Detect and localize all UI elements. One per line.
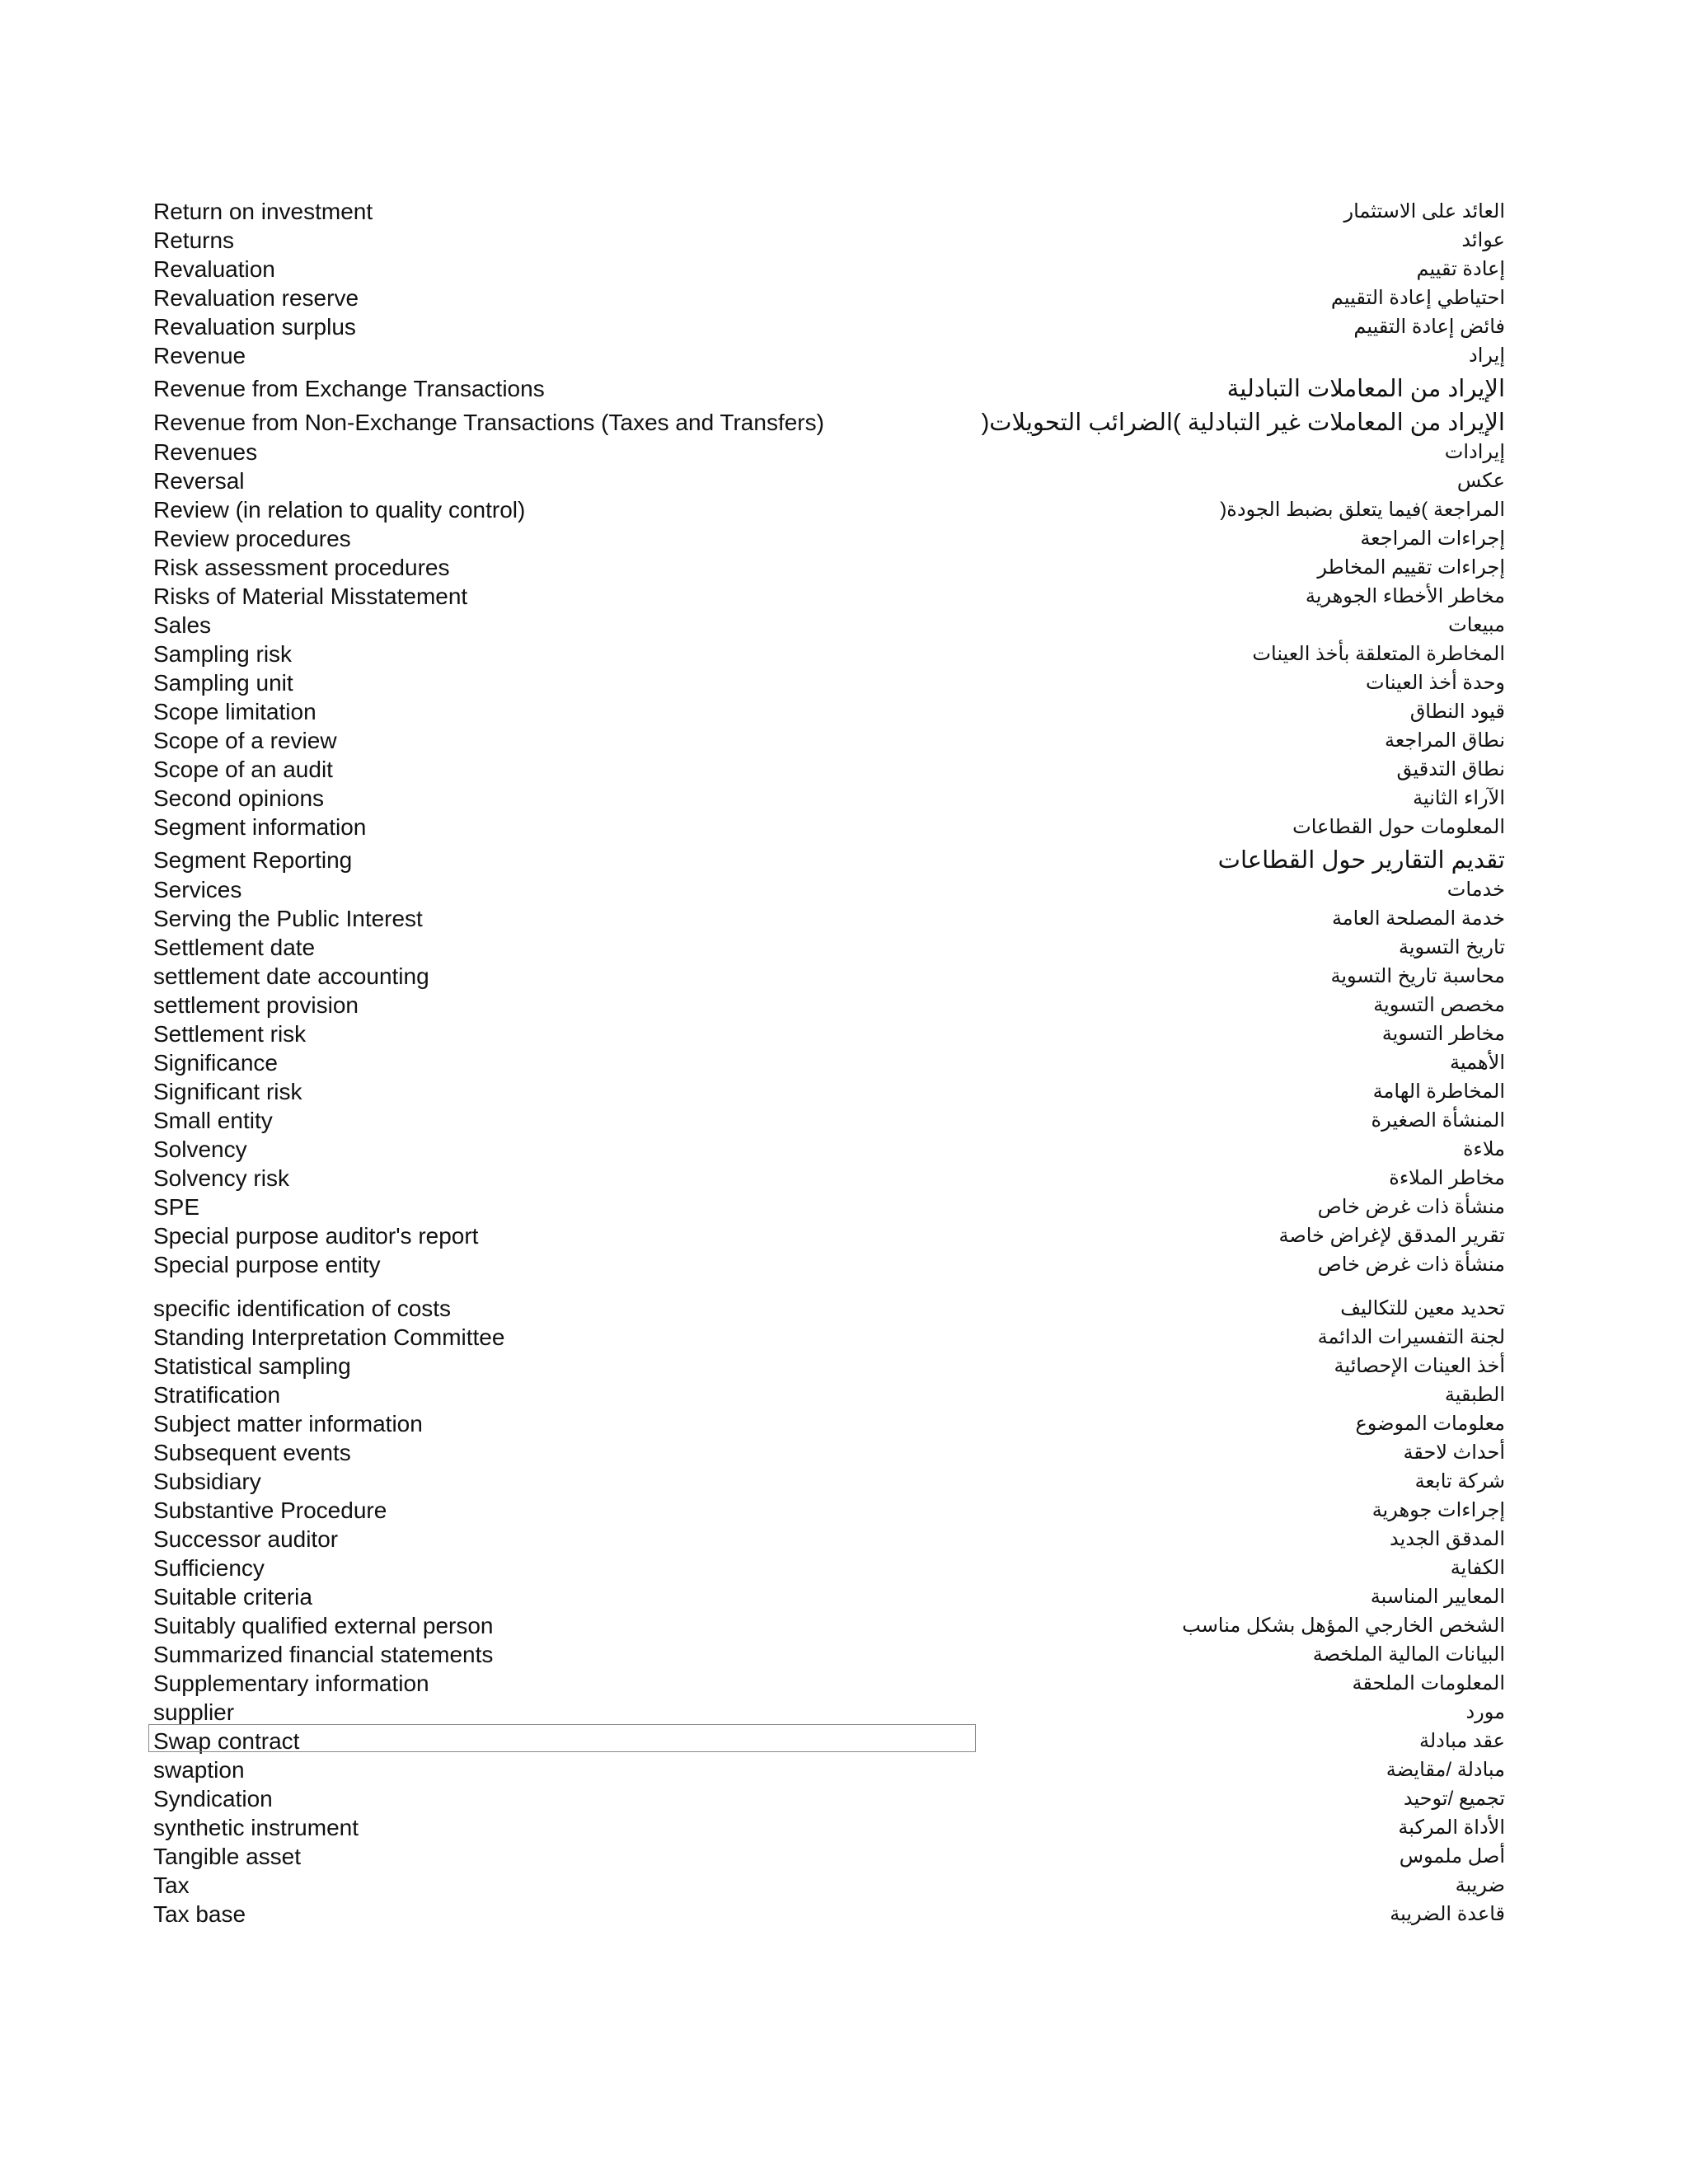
- glossary-row: [0, 375, 1688, 403]
- term-arabic: المنشأة الصغيرة: [1371, 1109, 1505, 1132]
- term-english: Tax base: [153, 1901, 246, 1927]
- glossary-row: [0, 640, 1688, 668]
- term-arabic: مخاطر التسوية: [1381, 1023, 1505, 1045]
- glossary-row: [0, 1641, 1688, 1669]
- term-english: Substantive Procedure: [153, 1497, 387, 1523]
- glossary-row: [0, 198, 1688, 226]
- glossary-row: [0, 583, 1688, 611]
- term-english: Solvency risk: [153, 1165, 289, 1191]
- term-english: Special purpose auditor's report: [153, 1223, 479, 1249]
- term-arabic: خدمات: [1447, 879, 1505, 901]
- term-english: Return on investment: [153, 199, 373, 224]
- term-arabic: فائض إعادة التقييم: [1353, 316, 1505, 338]
- term-english: Returns: [153, 227, 235, 253]
- glossary-row: [0, 1410, 1688, 1438]
- term-arabic: الكفاية: [1450, 1557, 1505, 1579]
- term-english: Tangible asset: [153, 1844, 302, 1869]
- glossary-row: [0, 1468, 1688, 1496]
- term-arabic: البيانات المالية الملخصة: [1312, 1643, 1505, 1666]
- term-english: Review procedures: [153, 526, 351, 551]
- glossary-row: [0, 756, 1688, 784]
- glossary-row: [0, 1324, 1688, 1352]
- term-english: Subject matter information: [153, 1411, 423, 1436]
- term-arabic: المدقق الجديد: [1390, 1528, 1505, 1550]
- term-english: Summarized financial statements: [153, 1642, 494, 1667]
- term-english: Revenue: [153, 343, 246, 368]
- term-arabic: مورد: [1465, 1701, 1505, 1723]
- term-english: synthetic instrument: [153, 1815, 359, 1840]
- glossary-row: [0, 1814, 1688, 1842]
- glossary-row: [0, 1785, 1688, 1813]
- term-arabic: وحدة أخذ العينات: [1366, 672, 1505, 694]
- term-arabic: أحداث لاحقة: [1403, 1441, 1505, 1464]
- term-arabic: أخذ العينات الإحصائية: [1334, 1355, 1505, 1377]
- glossary-row: [0, 1107, 1688, 1135]
- term-english: Subsidiary: [153, 1469, 261, 1494]
- term-arabic: لجنة التفسيرات الدائمة: [1317, 1326, 1505, 1348]
- term-arabic: ملاءة: [1462, 1138, 1505, 1160]
- glossary-row: [0, 1136, 1688, 1164]
- term-arabic: تاريخ التسوية: [1399, 936, 1505, 958]
- glossary-row: [0, 1612, 1688, 1640]
- term-arabic: خدمة المصلحة العامة: [1331, 907, 1505, 930]
- glossary-row: [0, 846, 1688, 874]
- term-english: Statistical sampling: [153, 1353, 351, 1379]
- term-arabic: إعادة تقييم: [1416, 258, 1505, 280]
- term-english: Significance: [153, 1050, 278, 1076]
- glossary-row: [0, 1049, 1688, 1077]
- term-arabic: مبادلة /مقايضة: [1386, 1759, 1505, 1781]
- glossary-row: [0, 525, 1688, 553]
- glossary-row: [0, 467, 1688, 495]
- term-english: Revenue from Exchange Transactions: [153, 376, 545, 401]
- glossary-row: [0, 1251, 1688, 1279]
- glossary-row: [0, 876, 1688, 904]
- term-arabic: إجراءات تقييم المخاطر: [1317, 556, 1505, 579]
- term-arabic: قيود النطاق: [1409, 701, 1505, 723]
- term-english: Review (in relation to quality control): [153, 497, 526, 523]
- term-arabic: ضريبة: [1455, 1874, 1505, 1896]
- glossary-row: [0, 1078, 1688, 1106]
- glossary-row: [0, 1352, 1688, 1380]
- glossary-row: [0, 554, 1688, 582]
- term-english: Sampling unit: [153, 670, 293, 696]
- glossary-row: [0, 1295, 1688, 1323]
- term-english: Settlement date: [153, 935, 316, 960]
- term-english: Second opinions: [153, 785, 325, 811]
- term-english: Scope limitation: [153, 699, 316, 724]
- term-arabic: المخاطرة الهامة: [1372, 1080, 1505, 1103]
- glossary-row: [0, 612, 1688, 640]
- term-english: Subsequent events: [153, 1440, 351, 1465]
- term-english: Scope of a review: [153, 728, 337, 753]
- term-arabic: تجميع /توحيد: [1403, 1788, 1505, 1810]
- term-english: Serving the Public Interest: [153, 906, 423, 931]
- term-english: Sufficiency: [153, 1555, 265, 1581]
- glossary-row: [0, 496, 1688, 524]
- term-arabic: المخاطرة المتعلقة بأخذ العينات: [1252, 643, 1505, 665]
- term-arabic: عقد مبادلة: [1418, 1730, 1505, 1752]
- term-arabic: مبيعات: [1448, 614, 1505, 636]
- term-arabic: قاعدة الضريبة: [1390, 1903, 1505, 1925]
- glossary-row: [0, 785, 1688, 813]
- term-arabic: منشأة ذات غرض خاص: [1317, 1196, 1505, 1218]
- term-arabic: المراجعة )فيما يتعلق بضبط الجودة(: [1220, 499, 1505, 521]
- term-arabic: الطبقية: [1444, 1384, 1505, 1406]
- glossary-row: [0, 1900, 1688, 1929]
- term-english: specific identification of costs: [153, 1296, 452, 1321]
- glossary-row: [0, 1843, 1688, 1871]
- glossary-row: [0, 1222, 1688, 1250]
- term-arabic: احتياطي إعادة التقييم: [1330, 287, 1505, 309]
- term-english: Suitably qualified external person: [153, 1613, 494, 1638]
- term-arabic: تقرير المدقق لإغراض خاصة: [1278, 1225, 1505, 1247]
- term-arabic: المعايير المناسبة: [1370, 1586, 1505, 1608]
- term-english: Settlement risk: [153, 1021, 307, 1047]
- glossary-row: [0, 409, 1688, 437]
- glossary-row: [0, 1670, 1688, 1698]
- term-arabic: تقديم التقارير حول القطاعات: [1217, 847, 1505, 874]
- term-arabic: معلومات الموضوع: [1355, 1413, 1505, 1435]
- glossary-row: [0, 1699, 1688, 1727]
- term-arabic: عوائد: [1461, 229, 1505, 251]
- term-english: Risks of Material Misstatement: [153, 583, 468, 609]
- term-arabic: مخصص التسوية: [1373, 994, 1505, 1016]
- term-english: SPE: [153, 1194, 200, 1220]
- term-arabic: تحديد معين للتكاليف: [1340, 1297, 1505, 1319]
- glossary-row: [0, 1872, 1688, 1900]
- term-arabic: المعلومات الملحقة: [1352, 1672, 1505, 1694]
- term-english: Revaluation reserve: [153, 285, 359, 311]
- term-arabic: نطاق التدقيق: [1396, 758, 1505, 780]
- cell-selection-box: [148, 1724, 976, 1752]
- glossary-row: [0, 227, 1688, 255]
- term-english: Reversal: [153, 468, 245, 494]
- term-arabic: منشأة ذات غرض خاص: [1317, 1254, 1505, 1276]
- term-english: Services: [153, 877, 242, 902]
- term-english: Significant risk: [153, 1079, 302, 1104]
- term-arabic: مخاطر الأخطاء الجوهرية: [1305, 585, 1505, 607]
- term-english: settlement date accounting: [153, 963, 429, 989]
- glossary-row: [0, 1381, 1688, 1409]
- term-english: Standing Interpretation Committee: [153, 1324, 505, 1350]
- term-english: Segment Reporting: [153, 847, 353, 873]
- glossary-row: [0, 1526, 1688, 1554]
- glossary-row: [0, 438, 1688, 466]
- term-arabic: أصل ملموس: [1399, 1845, 1505, 1868]
- term-arabic: إيراد: [1469, 344, 1505, 367]
- term-english: Revenue from Non-Exchange Transactions (Taxes and Transfers): [153, 410, 824, 435]
- term-english: Special purpose entity: [153, 1252, 381, 1277]
- term-english: Scope of an audit: [153, 757, 333, 782]
- term-arabic: الشخص الخارجي المؤهل بشكل مناسب: [1182, 1615, 1505, 1637]
- term-arabic: شركة تابعة: [1414, 1470, 1505, 1493]
- term-arabic: إيرادات: [1444, 441, 1505, 463]
- term-english: Revaluation: [153, 256, 275, 282]
- term-arabic: الإيراد من المعاملات غير التبادلية )الضرائب التحويلات(: [981, 410, 1505, 436]
- term-english: Stratification: [153, 1382, 281, 1408]
- term-arabic: الأداة المركبة: [1398, 1816, 1505, 1839]
- term-english: Solvency: [153, 1137, 247, 1162]
- glossary-row: [0, 1020, 1688, 1048]
- glossary-row: [0, 698, 1688, 726]
- glossary-row: [0, 313, 1688, 341]
- term-english: Suitable criteria: [153, 1584, 312, 1610]
- glossary-row: [0, 934, 1688, 962]
- term-english: Successor auditor: [153, 1526, 339, 1552]
- term-english: Sales: [153, 612, 212, 638]
- term-arabic: إجراءات المراجعة: [1360, 527, 1505, 550]
- glossary-row: [0, 905, 1688, 933]
- term-english: Segment information: [153, 814, 367, 840]
- glossary-row: [0, 727, 1688, 755]
- glossary-row: [0, 991, 1688, 1019]
- glossary-row: [0, 669, 1688, 697]
- glossary-row: [0, 1497, 1688, 1525]
- term-english: Syndication: [153, 1786, 273, 1811]
- glossary-row: [0, 1554, 1688, 1582]
- term-english: settlement provision: [153, 992, 359, 1018]
- glossary-row: [0, 813, 1688, 841]
- term-arabic: العائد على الاستثمار: [1343, 200, 1505, 223]
- term-arabic: الآراء الثانية: [1413, 787, 1505, 809]
- term-english: Swap contract: [153, 1728, 300, 1754]
- term-english: Revaluation surplus: [153, 314, 356, 340]
- term-english: supplier: [153, 1699, 235, 1725]
- glossary-row: [0, 1583, 1688, 1611]
- term-arabic: الإيراد من المعاملات التبادلية: [1226, 376, 1505, 402]
- term-english: Supplementary information: [153, 1671, 429, 1696]
- glossary-row: [0, 1165, 1688, 1193]
- term-arabic: مخاطر الملاءة: [1389, 1167, 1505, 1189]
- glossary-row: [0, 255, 1688, 284]
- term-arabic: نطاق المراجعة: [1384, 729, 1505, 752]
- term-arabic: المعلومات حول القطاعات: [1292, 816, 1505, 838]
- term-english: swaption: [153, 1757, 245, 1783]
- term-arabic: إجراءات جوهرية: [1372, 1499, 1505, 1521]
- term-english: Small entity: [153, 1108, 273, 1133]
- glossary-row: [0, 284, 1688, 312]
- glossary-row: [0, 1193, 1688, 1221]
- term-english: Risk assessment procedures: [153, 555, 450, 580]
- glossary-row: [0, 963, 1688, 991]
- term-english: Revenues: [153, 439, 258, 465]
- glossary-row: [0, 1439, 1688, 1467]
- term-arabic: محاسبة تاريخ التسوية: [1330, 965, 1505, 987]
- term-arabic: الأهمية: [1450, 1052, 1505, 1074]
- glossary-row: [0, 342, 1688, 370]
- glossary-row: [0, 1756, 1688, 1784]
- term-english: Sampling risk: [153, 641, 293, 667]
- term-english: Tax: [153, 1872, 190, 1898]
- term-arabic: عكس: [1456, 470, 1505, 492]
